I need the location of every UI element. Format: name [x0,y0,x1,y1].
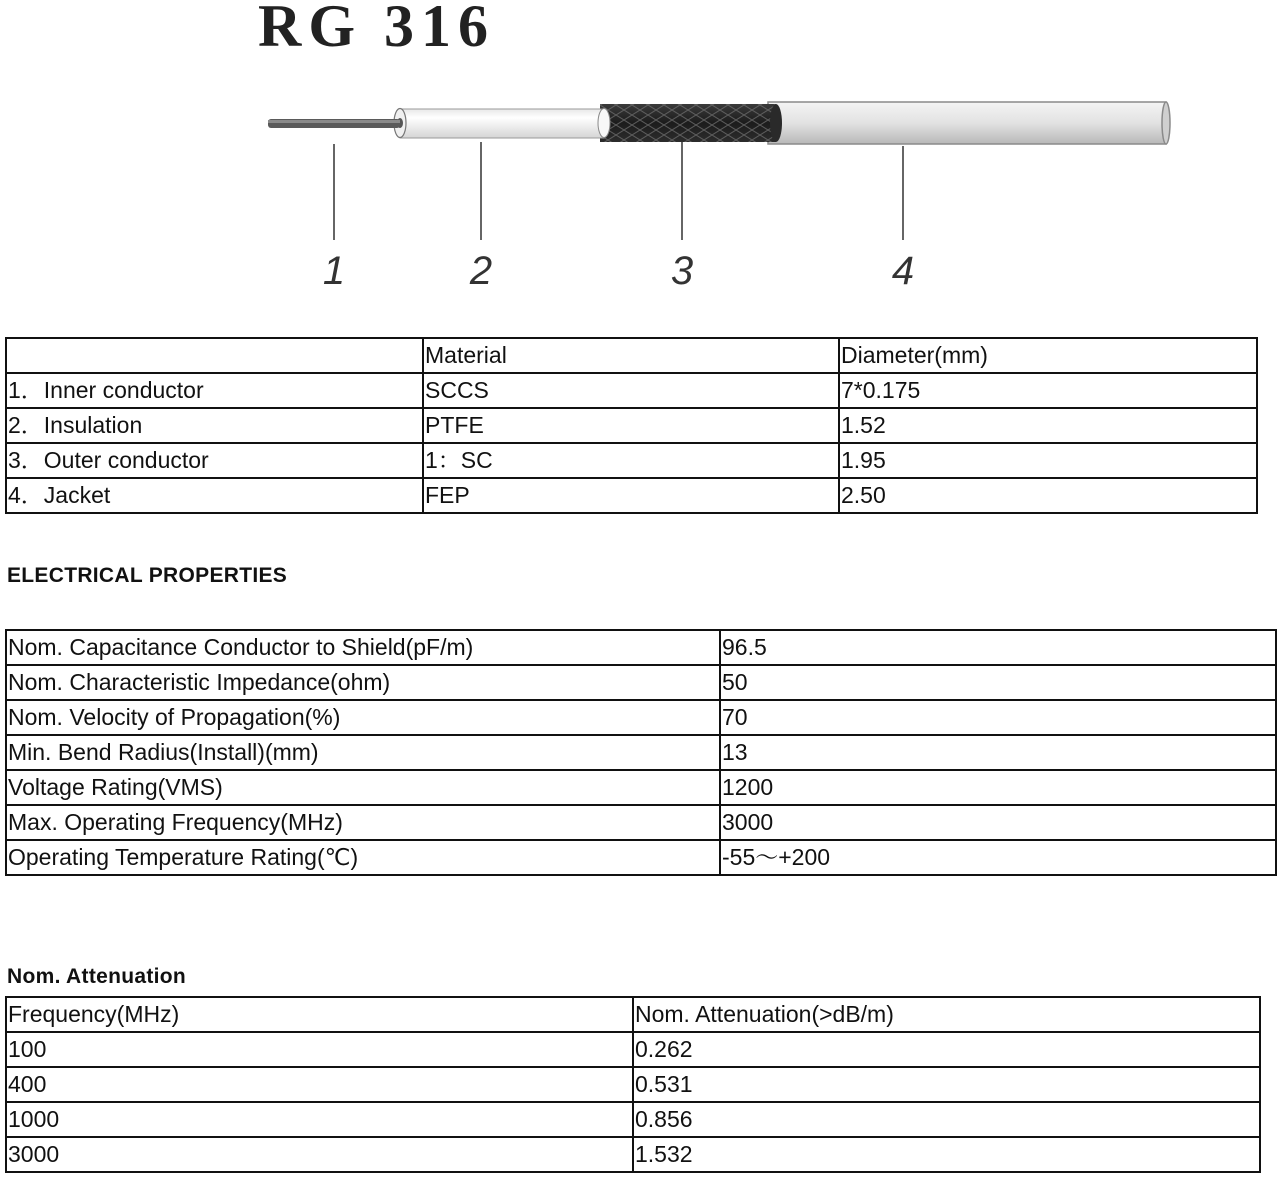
property-cell: Nom. Capacitance Conductor to Shield(pF/m) [6,630,720,665]
attenuation-cell: 1.532 [633,1137,1260,1172]
attenuation-heading: Nom. Attenuation [7,965,187,988]
value-cell: 50 [720,665,1276,700]
component-cell: 3．Outer conductor [6,443,423,478]
table-row [6,408,1257,443]
table-row [6,478,1257,513]
table-row [6,735,1276,770]
header-cell: Frequency(MHz) [6,997,633,1032]
table-row [6,665,1276,700]
property-cell: Max. Operating Frequency(MHz) [6,805,720,840]
electrical-properties-heading: ELECTRICAL PROPERTIES [7,564,288,587]
callout-label-2: 2 [469,249,493,293]
braid-layer [600,104,782,142]
table-row [6,1032,1260,1067]
material-cell: 1：SC [423,443,839,478]
table-row [6,443,1257,478]
header-cell [6,338,423,373]
property-cell: Voltage Rating(VMS) [6,770,720,805]
callout-lines [334,142,903,240]
table-header-row [6,338,1257,373]
component-cell: 1．Inner conductor [6,373,423,408]
value-cell: -55～+200 [720,840,1276,875]
callout-label-3: 3 [670,249,694,293]
material-cell: PTFE [423,408,839,443]
diameter-cell: 1.52 [839,408,1257,443]
page-title: RG 316 [258,0,495,59]
value-cell: 13 [720,735,1276,770]
electrical-properties-table [5,629,1277,876]
insulation-layer [394,109,610,139]
value-cell: 1200 [720,770,1276,805]
materials-table [5,337,1258,514]
component-cell: 2．Insulation [6,408,423,443]
table-row [6,1067,1260,1102]
header-cell: Diameter(mm) [839,338,1257,373]
table-row [6,1102,1260,1137]
callout-label-1: 1 [322,249,346,293]
table-row [6,770,1276,805]
value-cell: 70 [720,700,1276,735]
material-cell: SCCS [423,373,839,408]
attenuation-table [5,996,1261,1173]
component-cell: 4．Jacket [6,478,423,513]
table-row [6,840,1276,875]
frequency-cell: 3000 [6,1137,633,1172]
frequency-cell: 100 [6,1032,633,1067]
frequency-cell: 400 [6,1067,633,1102]
table-row [6,1137,1260,1172]
cable-diagram [0,80,1280,300]
material-cell: FEP [423,478,839,513]
attenuation-cell: 0.531 [633,1067,1260,1102]
table-row [6,805,1276,840]
table-header-row [6,997,1260,1032]
frequency-cell: 1000 [6,1102,633,1137]
property-cell: Nom. Velocity of Propagation(%) [6,700,720,735]
property-cell: Operating Temperature Rating(℃) [6,840,720,875]
table-row [6,373,1257,408]
value-cell: 96.5 [720,630,1276,665]
table-row [6,630,1276,665]
diameter-cell: 1.95 [839,443,1257,478]
header-cell: Material [423,338,839,373]
header-cell: Nom. Attenuation(>dB/m) [633,997,1260,1032]
diameter-cell: 7*0.175 [839,373,1257,408]
value-cell: 3000 [720,805,1276,840]
diameter-cell: 2.50 [839,478,1257,513]
property-cell: Min. Bend Radius(Install)(mm) [6,735,720,770]
attenuation-cell: 0.856 [633,1102,1260,1137]
callout-label-4: 4 [891,249,915,293]
table-row [6,700,1276,735]
inner-conductor [268,119,400,128]
jacket-layer [768,102,1170,144]
property-cell: Nom. Characteristic Impedance(ohm) [6,665,720,700]
attenuation-cell: 0.262 [633,1032,1260,1067]
